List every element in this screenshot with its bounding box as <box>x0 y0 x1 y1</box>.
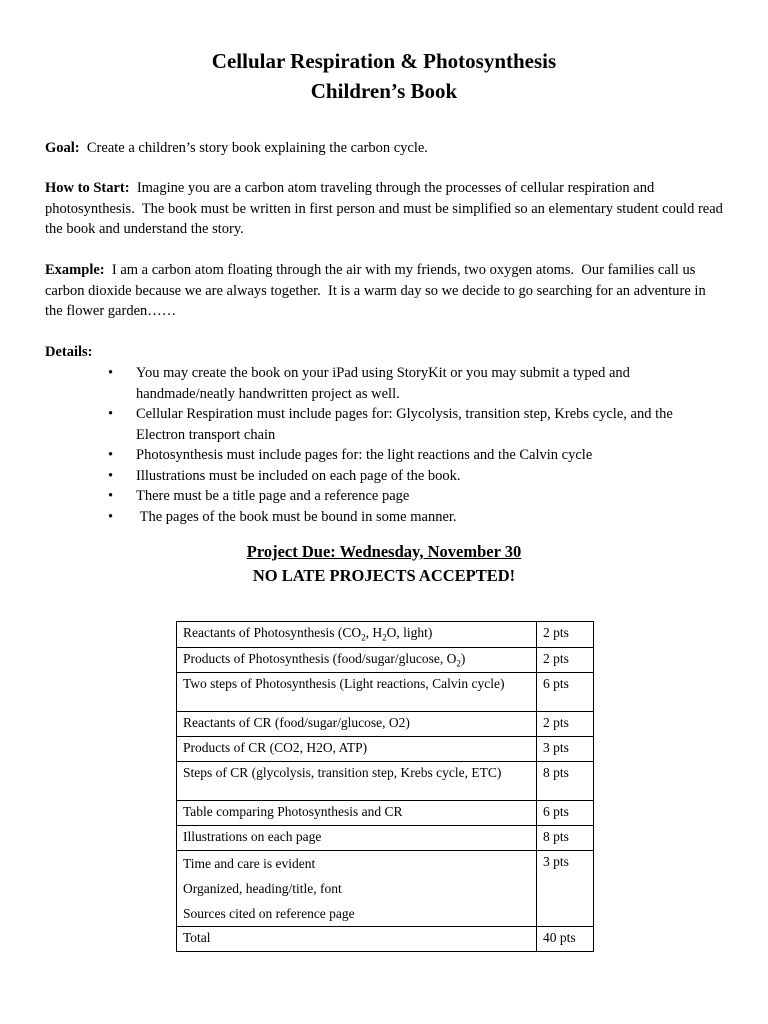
rubric-points-cell: 2 pts <box>537 622 594 648</box>
goal-paragraph <box>45 138 725 159</box>
rubric-points-cell: 2 pts <box>537 647 594 673</box>
document-title-line1: Cellular Respiration & Photosynthesis <box>211 49 557 73</box>
table-row <box>177 826 594 851</box>
table-row <box>177 762 594 801</box>
rubric-item-cell <box>177 647 537 673</box>
list-item-text: The pages of the book must be bound in some manner. <box>136 508 457 525</box>
no-late-projects-notice: NO LATE PROJECTS ACCEPTED! <box>252 566 516 585</box>
list-item <box>108 363 708 404</box>
rubric-points-cell: 2 pts <box>537 712 594 737</box>
rubric-item-text: O, light) <box>386 625 433 640</box>
table-row <box>177 737 594 762</box>
table-row <box>177 622 594 648</box>
bullet-icon: • <box>108 447 114 463</box>
rubric-item-text: Sources cited on reference page <box>183 906 355 922</box>
details-list <box>108 363 708 527</box>
rubric-item-text: Reactants of Photosynthesis (CO <box>183 625 362 640</box>
list-item-text: Cellular Respiration must include pages for: Glycolysis, transition step, Krebs cycle, and the Electron transport chain <box>136 406 673 443</box>
rubric-item-text: Products of Photosynthesis (food/sugar/glucose, O <box>183 650 457 666</box>
table-row <box>177 712 594 737</box>
how-to-start-text: Imagine you are a carbon atom traveling through the processes of cellular respiration and photosynthesis. The book must be written in first person and must be simplified so an elementary student could read the book and understand the story. <box>45 180 727 237</box>
rubric-points-cell: 40 pts <box>537 927 594 952</box>
subscript: 2 <box>361 632 366 643</box>
project-due-line <box>0 541 768 563</box>
project-due-text: Project Due: Wednesday, November 30 <box>246 542 522 561</box>
how-to-start-paragraph <box>45 178 725 240</box>
list-item-text: Photosynthesis must include pages for: the light reactions and the Calvin cycle <box>136 447 593 463</box>
subscript: 2 <box>382 632 387 643</box>
rubric-item-cell <box>177 622 537 648</box>
document-title-line2: Children’s Book <box>310 79 458 103</box>
bullet-icon: • <box>108 508 114 525</box>
goal-text: Create a children’s story book explaining the carbon cycle. <box>79 140 428 156</box>
table-row <box>177 851 594 927</box>
rubric-points-cell: 8 pts <box>537 762 594 801</box>
rubric-item-text: Time and care is evident <box>183 856 316 872</box>
list-item-text: You may create the book on your iPad using StoryKit or you may submit a typed and handmade/neatly handwritten project as well. <box>136 365 630 402</box>
table-row <box>177 647 594 673</box>
list-item <box>108 486 708 507</box>
rubric-item-cell: Steps of CR (glycolysis, transition step, Krebs cycle, ETC) <box>177 762 537 801</box>
table-row <box>177 801 594 826</box>
list-item-text: There must be a title page and a reference page <box>136 488 410 504</box>
rubric-item-cell: Two steps of Photosynthesis (Light reactions, Calvin cycle) <box>177 673 537 712</box>
rubric-points-cell: 6 pts <box>537 673 594 712</box>
rubric-item-text: , H <box>365 625 383 640</box>
bullet-icon: • <box>108 467 114 484</box>
rubric-item-cell: Illustrations on each page <box>177 826 537 851</box>
rubric-points-cell: 3 pts <box>537 737 594 762</box>
details-label: Details: <box>45 344 93 360</box>
list-item <box>108 404 708 445</box>
example-text: I am a carbon atom floating through the air with my friends, two oxygen atoms. Our families call us carbon dioxide because we are always together. It is a warm day so we decide to go searching for an adventure in the flower garden…… <box>45 262 710 319</box>
example-paragraph <box>45 260 725 322</box>
details-heading <box>45 342 725 363</box>
table-row <box>177 673 594 712</box>
rubric-item-cell <box>177 851 537 927</box>
grading-rubric-table <box>176 621 594 952</box>
bullet-icon: • <box>108 406 114 422</box>
list-item-text: Illustrations must be included on each page of the book. <box>136 467 461 484</box>
rubric-points-cell: 8 pts <box>537 826 594 851</box>
bullet-icon: • <box>108 488 114 504</box>
list-item <box>108 466 708 487</box>
bullet-icon: • <box>108 365 114 381</box>
example-label: Example: <box>45 262 105 278</box>
table-row <box>177 927 594 952</box>
list-item <box>108 507 708 528</box>
rubric-item-cell: Table comparing Photosynthesis and CR <box>177 801 537 826</box>
rubric-item-text: Organized, heading/title, font <box>183 881 342 897</box>
rubric-item-text: ) <box>460 650 466 666</box>
rubric-item-cell: Reactants of CR (food/sugar/glucose, O2) <box>177 712 537 737</box>
goal-label: Goal: <box>45 140 80 156</box>
rubric-item-cell: Products of CR (CO2, H2O, ATP) <box>177 737 537 762</box>
how-to-start-label: How to Start: <box>45 180 130 196</box>
rubric-points-cell: 6 pts <box>537 801 594 826</box>
list-item <box>108 445 708 466</box>
rubric-item-cell: Total <box>177 927 537 952</box>
rubric-points-cell: 3 pts <box>537 851 594 927</box>
subscript: 2 <box>456 658 461 669</box>
